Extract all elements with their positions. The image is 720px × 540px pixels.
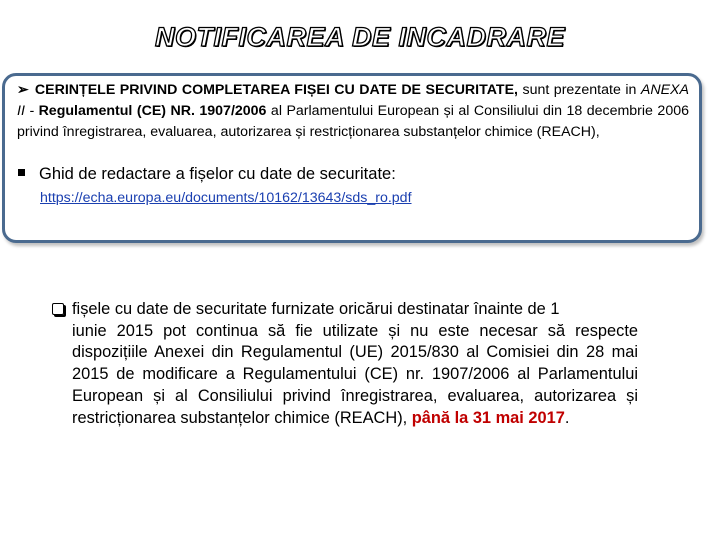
guide-link[interactable]: https://echa.europa.eu/documents/10162/13643/sds_ro.pdf — [40, 190, 412, 206]
arrow-bullet-icon: ➢ — [17, 82, 29, 98]
page-title: NOTIFICAREA DE INCADRARE — [155, 22, 565, 52]
guide-item — [18, 165, 396, 184]
paragraph-end: . — [564, 408, 570, 427]
paragraph-body-wrap — [52, 321, 638, 430]
requirements-heading: CERINȚELE PRIVIND COMPLETAREA FIȘEI CU DATE DE SECURITATE, — [34, 82, 518, 98]
square-bullet-icon — [18, 169, 25, 176]
regulation-description: al Parlamentului European și al Consiliului din 18 decembrie 2006 privind înregistrarea, evaluarea, autorizarea și restricționarea substanțelor chimice (REACH), — [17, 103, 689, 140]
guide-text: Ghid de redactare a fișelor cu date de securitate: — [39, 165, 396, 183]
regulation-reference: Regulamentul (CE) NR. 1907/2006 — [38, 103, 267, 119]
paragraph-body: iunie 2015 pot continua să fie utilizate și nu este necesar să respecte dispozițiile Anexei din Regulamentul (UE) 2015/830 al Comisiei din 28 mai 2015 de modificare a Regulamentului (CE) nr. 1907/2006 al Parlamentului European și al Consiliului privind înregistrarea, evaluarea, autorizarea și restricționarea substanțelor chimice (REACH), — [72, 321, 638, 427]
annex-reference: ANEXA II - — [17, 82, 689, 119]
deadline-text: până la 31 mai 2017 — [411, 408, 565, 427]
paragraph-first-line: fișele cu date de securitate furnizate oricărui destinatar înainte de 1 — [72, 300, 560, 318]
requirements-text — [17, 80, 689, 143]
requirements-rest: sunt prezentate in — [518, 82, 641, 98]
checkbox-bullet-icon — [52, 303, 64, 315]
transition-paragraph — [52, 299, 638, 429]
